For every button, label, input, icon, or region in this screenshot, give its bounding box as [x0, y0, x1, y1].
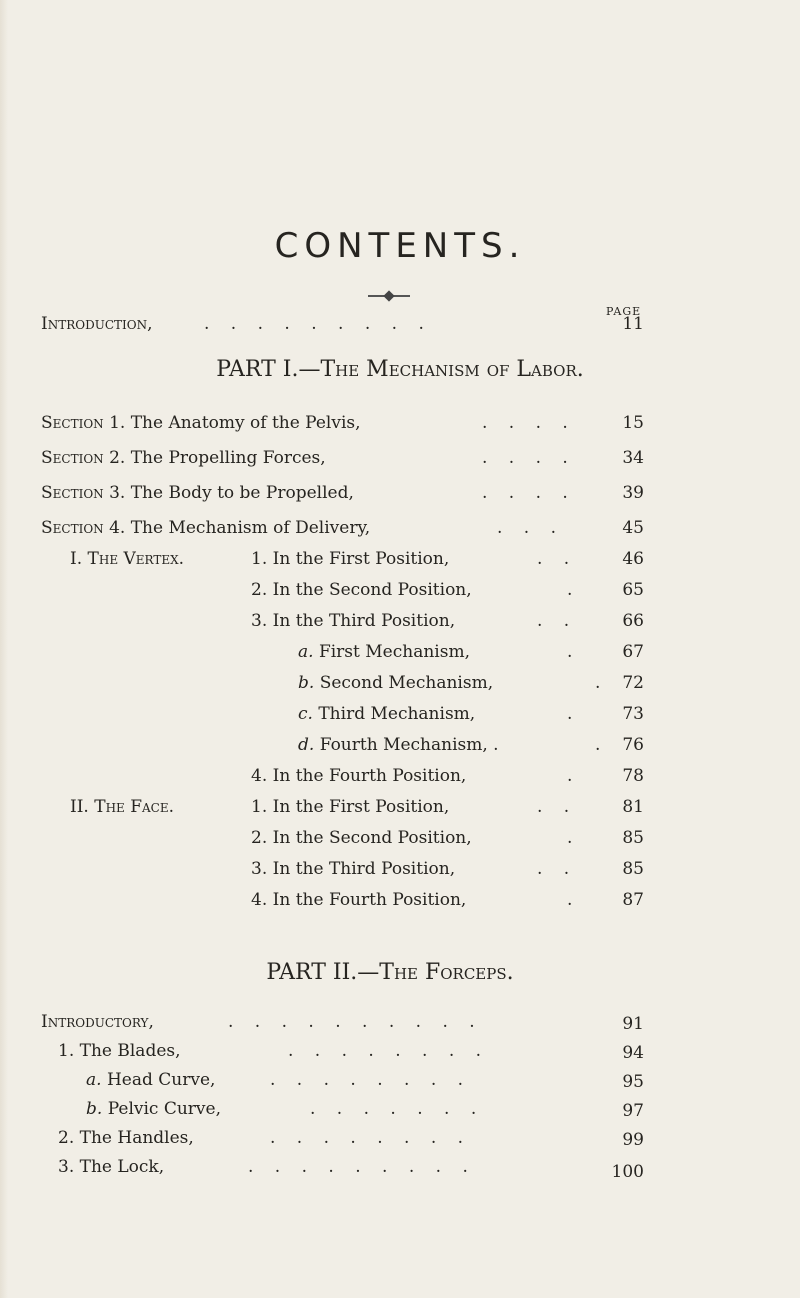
- item-label: Head Curve,: [106, 1070, 216, 1090]
- toc-entry: 1. The Blades,: [58, 1041, 181, 1061]
- toc-item: 1. In the First Position,: [251, 797, 450, 817]
- section-number: Section 4.: [41, 518, 126, 538]
- toc-leader: . . . .: [482, 448, 576, 468]
- toc-page: 72: [622, 673, 644, 693]
- toc-page: 85: [622, 828, 644, 848]
- item-label: First Mechanism,: [318, 642, 470, 662]
- toc-leader: . . . . . . . .: [270, 1070, 472, 1090]
- item-label: Second Mechanism,: [319, 673, 494, 693]
- section-label: The Anatomy of the Pelvis,: [130, 413, 361, 433]
- item-label: In the First Position,: [272, 549, 450, 569]
- toc-leader: .: [567, 766, 581, 786]
- toc-item: 4. In the Fourth Position,: [251, 890, 467, 910]
- toc-leader: . .: [537, 611, 578, 631]
- part-one-heading: PART I.—The Mechanism of Labor.: [216, 357, 584, 382]
- item-label: Third Mechanism,: [318, 704, 476, 724]
- page-title: CONTENTS.: [274, 226, 526, 266]
- toc-page: 100: [611, 1162, 644, 1182]
- item-label: In the Fourth Position,: [272, 766, 467, 786]
- toc-page: 34: [622, 448, 644, 468]
- toc-leader: . . . .: [482, 413, 576, 433]
- item-label: In the First Position,: [272, 797, 450, 817]
- toc-leader: .: [567, 642, 581, 662]
- page-column-header: PAGE: [606, 305, 642, 318]
- toc-leader: . .: [537, 859, 578, 879]
- vertex-heading: I. The Vertex.: [70, 549, 185, 569]
- section-number: Section 3.: [41, 483, 126, 503]
- toc-item: 3. In the Third Position,: [251, 859, 456, 879]
- toc-subitem: d. Fourth Mechanism, .: [298, 735, 499, 755]
- toc-leader: . .: [537, 549, 578, 569]
- item-label: In the Second Position,: [272, 828, 472, 848]
- toc-item: 2. In the Second Position,: [251, 828, 472, 848]
- toc-leader: . . . . . . . . .: [204, 314, 432, 334]
- toc-leader: . . . . . . . . .: [248, 1157, 476, 1177]
- toc-leader: . . . . . . . .: [288, 1041, 490, 1061]
- toc-leader: .: [567, 828, 581, 848]
- toc-page: 46: [622, 549, 644, 569]
- toc-page: 87: [622, 890, 644, 910]
- toc-page: 78: [622, 766, 644, 786]
- toc-page: 76: [622, 735, 644, 755]
- toc-leader: .: [567, 580, 581, 600]
- section-number: Section 1.: [41, 413, 126, 433]
- item-label: In the Second Position,: [272, 580, 472, 600]
- toc-subitem: a. First Mechanism,: [298, 642, 470, 662]
- item-label: Fourth Mechanism, .: [319, 735, 499, 755]
- item-label: In the Third Position,: [272, 611, 456, 631]
- toc-page: 45: [622, 518, 644, 538]
- page-edge: [0, 0, 8, 1298]
- toc-section: [41, 411, 361, 435]
- toc-item: 3. In the Third Position,: [251, 611, 456, 631]
- divider-ornament: [383, 290, 394, 301]
- toc-section: [41, 446, 326, 470]
- toc-leader: . . .: [497, 518, 565, 538]
- toc-section: [41, 481, 354, 505]
- section-number: Section 2.: [41, 448, 126, 468]
- toc-introduction: [41, 312, 153, 336]
- toc-page: 95: [622, 1072, 644, 1092]
- toc-subentry: a. Head Curve,: [86, 1070, 216, 1090]
- toc-item: 1. In the First Position,: [251, 549, 450, 569]
- toc-leader: . .: [537, 797, 578, 817]
- section-label: The Body to be Propelled,: [130, 483, 354, 503]
- toc-leader: .: [567, 704, 581, 724]
- toc-leader: . . . . . . .: [310, 1099, 485, 1119]
- toc-entry: 2. The Handles,: [58, 1128, 194, 1148]
- toc-subentry: b. Pelvic Curve,: [86, 1099, 221, 1119]
- toc-leader: .: [595, 735, 609, 755]
- part-two-heading: PART II.—The Forceps.: [266, 960, 514, 985]
- face-heading: II. The Face.: [70, 797, 175, 817]
- toc-page: 99: [622, 1130, 644, 1150]
- toc-page: 94: [622, 1043, 644, 1063]
- toc-section: [41, 516, 370, 540]
- toc-subitem: b. Second Mechanism,: [298, 673, 494, 693]
- toc-page: 73: [622, 704, 644, 724]
- item-label: In the Fourth Position,: [272, 890, 467, 910]
- toc-leader: .: [595, 673, 609, 693]
- toc-page: 11: [622, 314, 644, 334]
- toc-page: 97: [622, 1101, 644, 1121]
- toc-page: 65: [622, 580, 644, 600]
- toc-page: 81: [622, 797, 644, 817]
- toc-page: 91: [622, 1014, 644, 1034]
- section-label: The Propelling Forces,: [130, 448, 326, 468]
- toc-item: 4. In the Fourth Position,: [251, 766, 467, 786]
- toc-item: 2. In the Second Position,: [251, 580, 472, 600]
- toc-page: 15: [622, 413, 644, 433]
- toc-leader: . . . . . . . .: [270, 1128, 472, 1148]
- toc-label: Introduction,: [41, 314, 153, 334]
- toc-subitem: c. Third Mechanism,: [298, 704, 476, 724]
- item-label: Pelvic Curve,: [107, 1099, 221, 1119]
- toc-page: 67: [622, 642, 644, 662]
- section-label: The Mechanism of Delivery,: [130, 518, 371, 538]
- toc-leader: . . . .: [482, 483, 576, 503]
- toc-leader: .: [567, 890, 581, 910]
- toc-entry: 3. The Lock,: [58, 1157, 165, 1177]
- toc-page: 85: [622, 859, 644, 879]
- toc-leader: . . . . . . . . . .: [228, 1012, 483, 1032]
- toc-page: 66: [622, 611, 644, 631]
- item-label: In the Third Position,: [272, 859, 456, 879]
- toc-page: 39: [622, 483, 644, 503]
- toc-entry: Introductory,: [41, 1012, 154, 1032]
